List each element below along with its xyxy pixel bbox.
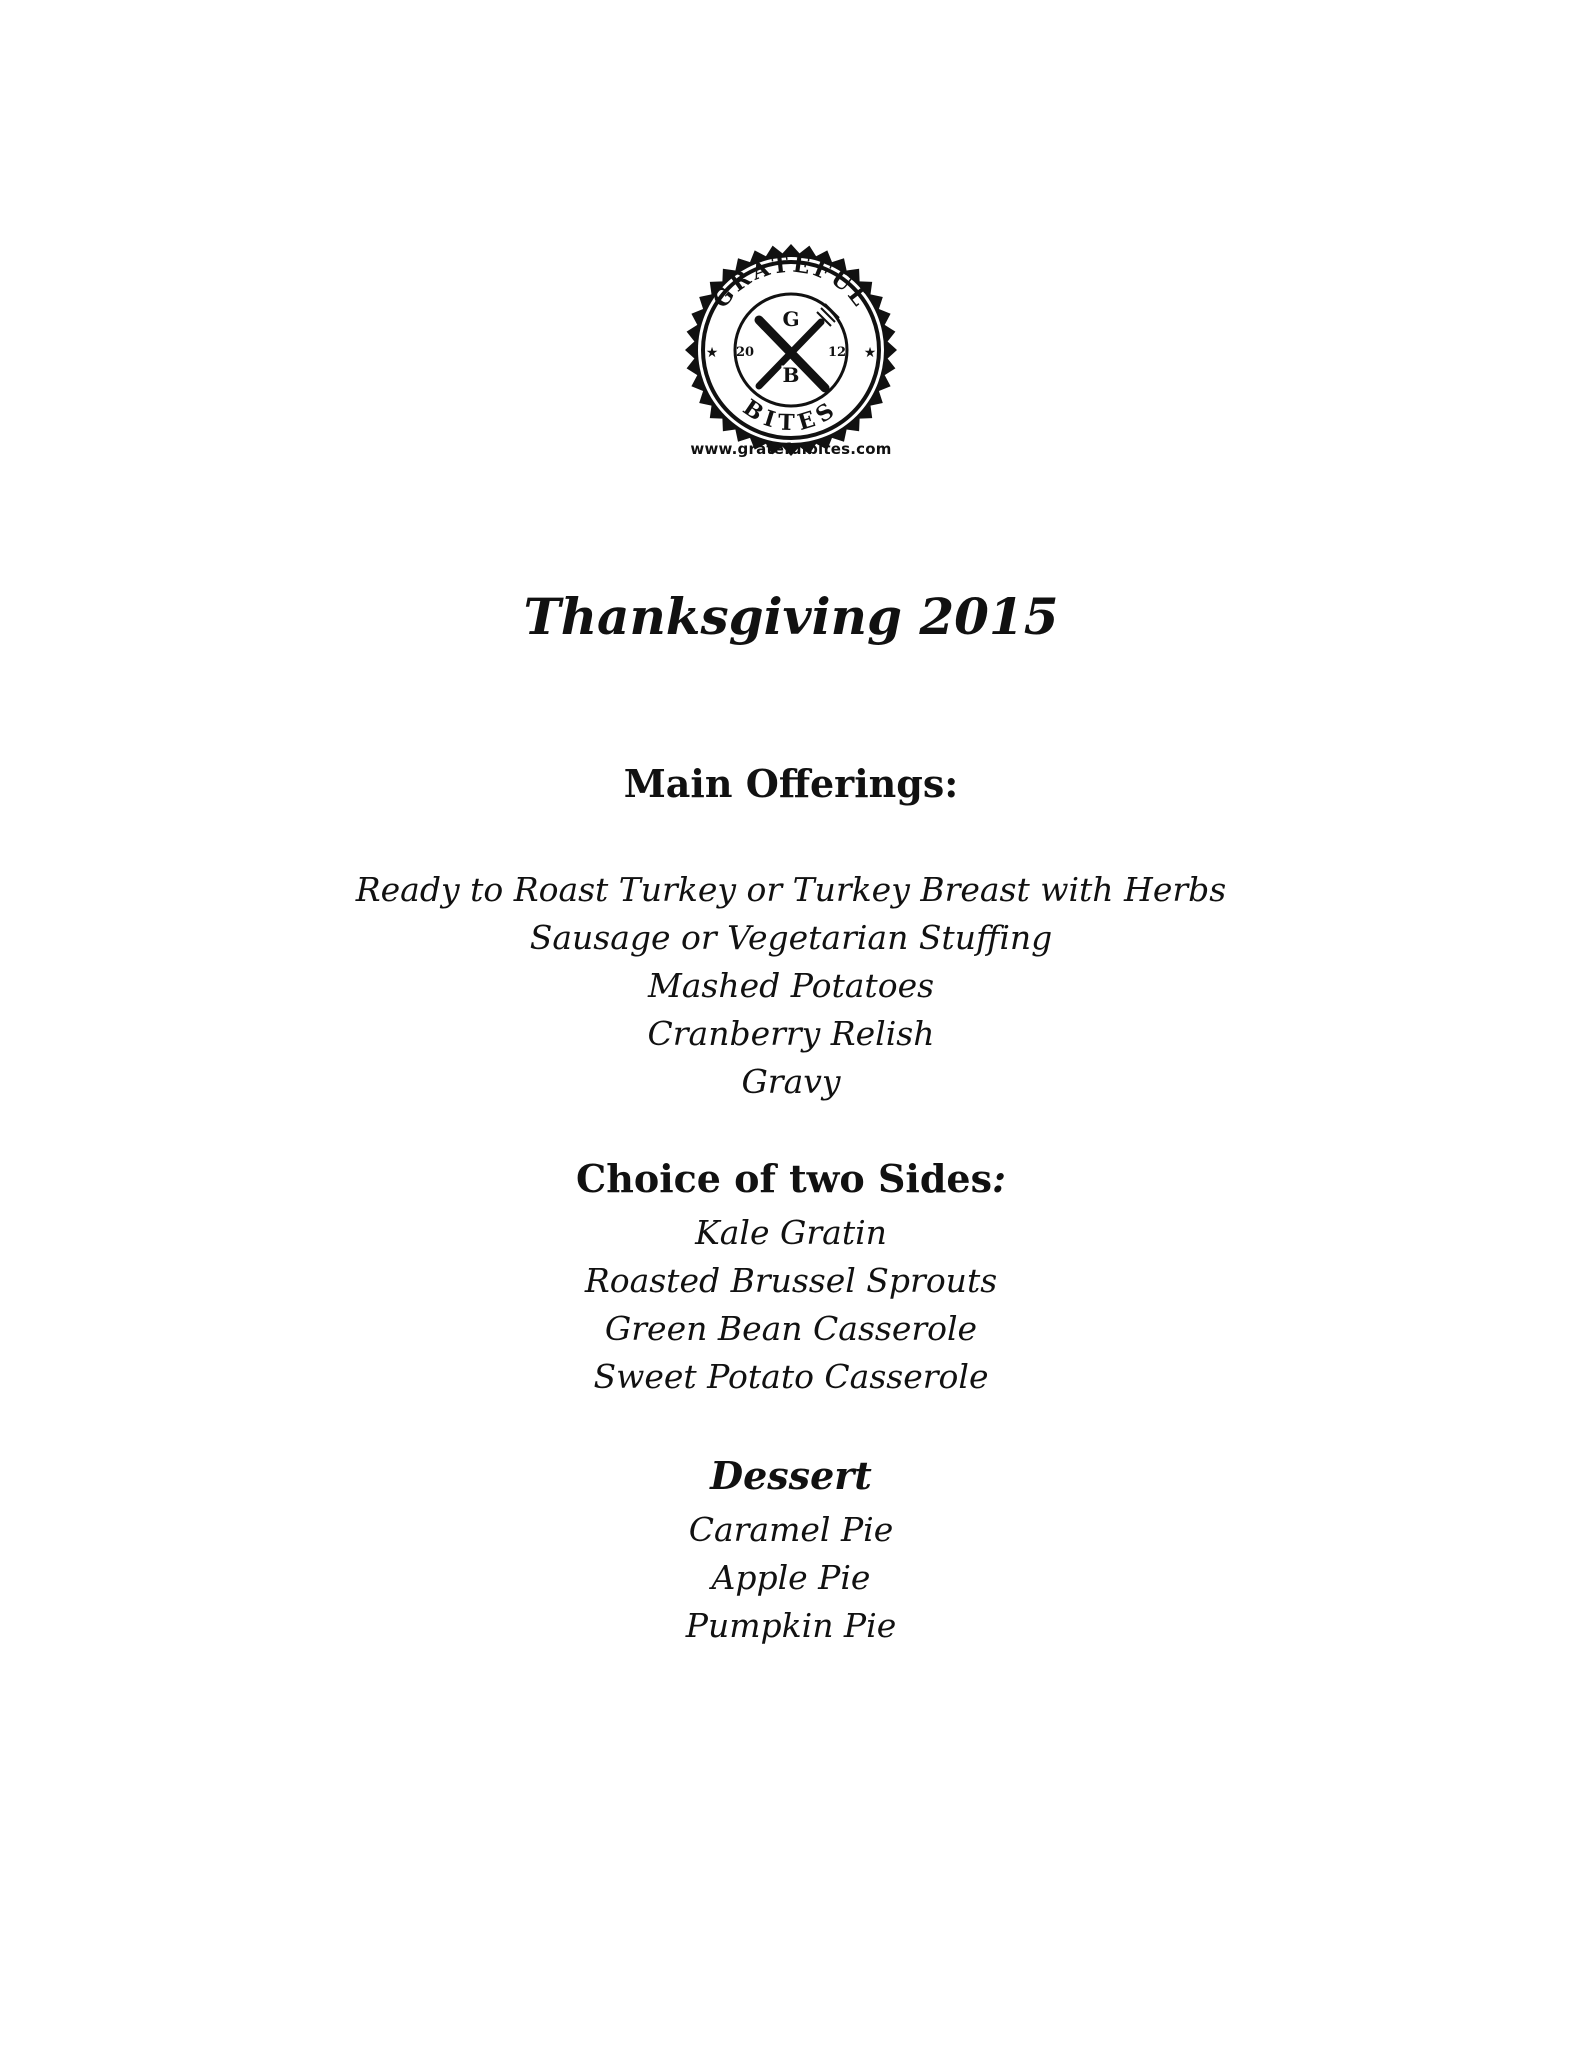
main-offerings-list xyxy=(0,866,1582,1106)
list-item: Cranberry Relish xyxy=(647,1014,935,1053)
star-left-icon: ★ xyxy=(705,345,719,361)
logo-seal-icon xyxy=(655,242,927,457)
website-url: www.gratefulbites.com xyxy=(690,440,892,458)
logo-year-right: 12 xyxy=(827,345,847,360)
list-item: Sweet Potato Casserole xyxy=(593,1357,989,1396)
logo-year-left: 20 xyxy=(735,345,755,360)
logo-letter-top: G xyxy=(782,307,800,331)
list-item: Sausage or Vegetarian Stuffing xyxy=(529,918,1053,957)
list-item: Kale Gratin xyxy=(695,1213,887,1252)
list-item: Mashed Potatoes xyxy=(647,966,935,1005)
list-item: Apple Pie xyxy=(711,1558,871,1597)
list-item: Caramel Pie xyxy=(688,1510,894,1549)
sides-heading-text: Choice of two Sides xyxy=(575,1156,992,1201)
sides-heading xyxy=(0,1155,1582,1203)
star-right-icon: ★ xyxy=(863,345,877,361)
grateful-bites-logo xyxy=(655,242,927,457)
dessert-list xyxy=(0,1506,1582,1650)
list-item: Green Bean Casserole xyxy=(604,1309,978,1348)
list-item: Pumpkin Pie xyxy=(685,1606,897,1645)
logo-text-bottom: BITES xyxy=(738,394,844,437)
list-item: Ready to Roast Turkey or Turkey Breast with Herbs xyxy=(355,870,1227,909)
list-item: Roasted Brussel Sprouts xyxy=(584,1261,998,1300)
dessert-heading: Dessert xyxy=(710,1453,872,1498)
main-offerings-heading: Main Offerings: xyxy=(623,761,959,806)
sides-list xyxy=(0,1209,1582,1401)
logo-text-top: GRATEFUL xyxy=(707,251,875,314)
logo-letter-bottom: B xyxy=(782,363,800,387)
sides-heading-colon: : xyxy=(991,1156,1006,1201)
list-item: Gravy xyxy=(741,1062,841,1101)
page-title: Thanksgiving 2015 xyxy=(523,587,1059,646)
